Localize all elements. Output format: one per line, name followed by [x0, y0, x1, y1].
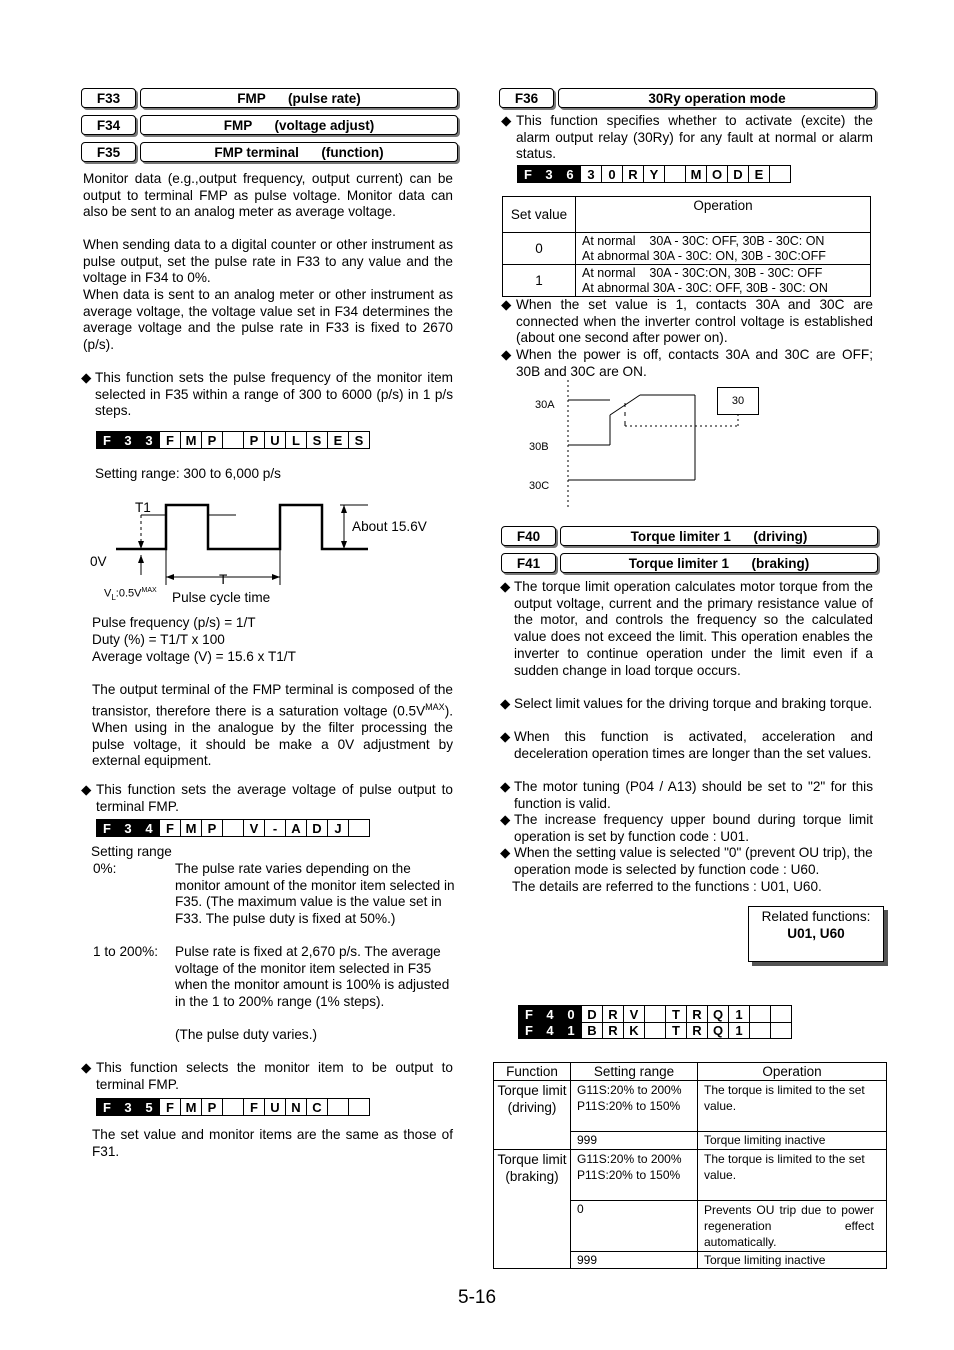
tq-brake-label: Torque limit (braking) — [494, 1150, 571, 1269]
f40-keypad-display — [518, 1005, 792, 1023]
tq-brake-999: 999 — [571, 1252, 698, 1269]
f34-keypad-display — [96, 819, 370, 837]
f35-title-box: FMP terminal (function) — [140, 142, 458, 162]
keypad-cell: 3 — [581, 166, 602, 183]
f41-title-box: Torque limiter 1 (braking) — [560, 553, 878, 573]
keypad-cell: N — [286, 1099, 307, 1116]
keypad-cell: 3 — [139, 432, 160, 449]
tq-brake-range-1: G11S:20% to 200% — [577, 1152, 682, 1166]
keypad-cell: F — [97, 1099, 118, 1116]
keypad-cell: S — [349, 432, 370, 449]
tq-brake-999-op: Torque limiting inactive — [698, 1252, 887, 1269]
related-functions-value: U01, U60 — [787, 926, 845, 941]
keypad-cell: U — [265, 1099, 286, 1116]
torque-bullet1-text: The torque limit operation calculates motor torque from the output voltage, current and the primary resistance value of the motor, and controls the frequency so the calculated value does not exceed the limit. This operation enables the inverter to continue operation under the limit even if a sudden change in load torque occurs. — [514, 579, 873, 678]
keypad-cell: - — [265, 820, 286, 837]
formula-duty: Duty (%) = T1/T x 100 — [92, 632, 225, 647]
keypad-cell: F — [518, 166, 539, 183]
f36-row0-line2: At abnormal 30A - 30C: ON, 30B - 30C:OFF — [582, 248, 826, 263]
keypad-cell: K — [624, 1022, 645, 1039]
f34-bullet-text: This function sets the average voltage of pulse output to terminal FMP. — [96, 782, 453, 814]
keypad-cell — [349, 820, 370, 837]
tq-drive-999: 999 — [571, 1132, 698, 1150]
keypad-cell — [223, 432, 244, 449]
page-number: 5-16 — [458, 1287, 497, 1308]
wave-about-label: About 15.6V — [352, 519, 427, 534]
fmp-note-part-a: The output terminal of the FMP terminal is composed of the transistor, therefore there is a saturation voltage (0.5V — [92, 682, 453, 719]
keypad-cell: P — [202, 1099, 223, 1116]
keypad-cell: F — [244, 1099, 265, 1116]
f35-bullet-symbol: ◆ — [81, 1060, 92, 1075]
keypad-cell: D — [582, 1006, 603, 1023]
keypad-cell: J — [328, 820, 349, 837]
f36-head-set: Set value — [503, 197, 576, 233]
keypad-cell: P — [202, 820, 223, 837]
tq-brake-op: The torque is limited to the set value. — [698, 1150, 887, 1201]
wave-t-label: T — [219, 572, 228, 587]
torque-details: The details are referred to the functions : U01, U60. — [512, 879, 822, 894]
keypad-cell: 0 — [602, 166, 623, 183]
f34-range-title: Setting range — [91, 844, 172, 859]
keypad-cell: L — [286, 432, 307, 449]
torque-bullet4-text: The motor tuning (P04 / A13) should be set to "2" for this function is valid. — [514, 779, 873, 811]
keypad-cell: 3 — [118, 820, 139, 837]
f36-row1-line1: At normal 30A - 30C:ON, 30B - 30C: OFF — [582, 266, 823, 280]
keypad-cell — [665, 166, 686, 183]
f40-code-box: F40 — [501, 526, 556, 546]
tq-drive-range-2: P11S:20% to 150% — [577, 1099, 681, 1113]
wave-vl-label — [104, 584, 157, 604]
keypad-cell: Q — [708, 1006, 729, 1023]
f34-opt1-label: 0%: — [93, 861, 117, 876]
f41-keypad-display — [518, 1022, 792, 1039]
f36-bullet2-symbol: ◆ — [501, 297, 512, 312]
keypad-cell: F — [160, 432, 181, 449]
keypad-cell: F — [519, 1022, 540, 1039]
f34-opt2-label: 1 to 200%: — [93, 944, 158, 959]
fmp-output-note — [92, 682, 453, 770]
keypad-cell — [349, 1099, 370, 1116]
keypad-cell: 1 — [729, 1006, 750, 1023]
keypad-cell — [645, 1022, 666, 1039]
f33-setting-range: Setting range: 300 to 6,000 p/s — [95, 466, 281, 481]
f33-title-box: FMP (pulse rate) — [140, 88, 458, 108]
keypad-cell: O — [707, 166, 728, 183]
tq-brake-0-op: Prevents OU trip due to power regeneration effect automatically. — [698, 1201, 887, 1252]
fmp-note-sup: MAX — [425, 701, 445, 712]
keypad-cell — [750, 1022, 771, 1039]
keypad-cell: 0 — [561, 1006, 582, 1023]
torque-bullet5-text: The increase frequency upper bound during torque limit operation is set by function code : U01. — [514, 812, 873, 844]
keypad-cell: Y — [644, 166, 665, 183]
f33-bullet-symbol: ◆ — [81, 370, 92, 385]
tq-head-range: Setting range — [571, 1063, 698, 1081]
torque-bullet2-text: Select limit values for the driving torque and braking torque. — [514, 696, 873, 711]
keypad-cell: P — [202, 432, 223, 449]
keypad-cell: S — [307, 432, 328, 449]
keypad-cell: E — [749, 166, 770, 183]
keypad-cell: B — [582, 1022, 603, 1039]
tq-drive-range-1: G11S:20% to 200% — [577, 1083, 682, 1097]
wave-vl-mid: :0.5V — [115, 587, 142, 600]
wave-vl-sub: L — [111, 592, 116, 602]
keypad-cell: 4 — [540, 1006, 561, 1023]
f34-title-box: FMP (voltage adjust) — [140, 115, 458, 135]
torque-bullet6-text: When the setting value is selected "0" (prevent OU trip), the operation mode is selected by function code : U60. — [514, 845, 873, 877]
f36-head-op: Operation — [576, 197, 871, 233]
tq-brake-range-2: P11S:20% to 150% — [577, 1168, 681, 1182]
tq-drive-999-op: Torque limiting inactive — [698, 1132, 887, 1150]
keypad-cell: V — [244, 820, 265, 837]
wave-vl-pre: V — [104, 587, 112, 600]
tq-drive-range — [571, 1081, 698, 1132]
torque-bullet6-symbol: ◆ — [500, 845, 511, 860]
keypad-cell: E — [328, 432, 349, 449]
keypad-cell: F — [97, 432, 118, 449]
keypad-cell: R — [687, 1006, 708, 1023]
f40-title-box: Torque limiter 1 (driving) — [560, 526, 878, 546]
f36-row0-value: 0 — [503, 233, 576, 265]
f36-bullet2-text: When the set value is 1, contacts 30A and 30C are connected when the inverter control voltage is established (about one second after power on). — [516, 297, 873, 346]
keypad-cell: 3 — [118, 1099, 139, 1116]
keypad-cell: 4 — [540, 1022, 561, 1039]
keypad-cell: M — [181, 1099, 202, 1116]
keypad-cell — [223, 1099, 244, 1116]
keypad-cell: M — [686, 166, 707, 183]
keypad-cell: 1 — [729, 1022, 750, 1039]
related-functions-label: Related functions: — [761, 909, 871, 924]
f35-keypad-display — [96, 1098, 370, 1116]
keypad-cell — [750, 1006, 771, 1023]
keypad-cell: F — [97, 820, 118, 837]
keypad-cell: R — [687, 1022, 708, 1039]
f34-opt1-text: The pulse rate varies depending on the monitor amount of the monitor item selected in F35. (The maximum value is the value set in F33. The pulse duty is fixed at 50%.) — [175, 861, 455, 927]
keypad-cell — [771, 1022, 792, 1039]
torque-bullet4-symbol: ◆ — [500, 779, 511, 794]
keypad-cell: M — [181, 820, 202, 837]
keypad-cell: F — [519, 1006, 540, 1023]
keypad-cell — [223, 820, 244, 837]
torque-limit-table — [493, 1062, 887, 1269]
keypad-cell: V — [624, 1006, 645, 1023]
wave-t1-label: T1 — [135, 500, 151, 515]
f36-row0-op — [576, 233, 871, 265]
keypad-cell: 4 — [139, 820, 160, 837]
f34-opt2-note: (The pulse duty varies.) — [175, 1027, 318, 1042]
keypad-cell: R — [623, 166, 644, 183]
f36-bullet3-text: When the power is off, contacts 30A and 30C are OFF; 30B and 30C are ON. — [516, 347, 873, 379]
intro-para-3: When data is sent to an analog meter or other instrument as average voltage, the voltage value set in F34 determines the average voltage and the pulse rate in F33 is fixed to 2670 (p/s). — [83, 287, 453, 353]
tq-head-func: Function — [494, 1063, 571, 1081]
f36-keypad-display — [517, 165, 791, 183]
keypad-cell: T — [666, 1006, 687, 1023]
f35-note: The set value and monitor items are the same as those of F31. — [92, 1127, 453, 1159]
wave-zero-label: 0V — [90, 554, 107, 569]
f35-bullet-text: This function selects the monitor item to be output to terminal FMP. — [96, 1060, 453, 1092]
tq-drive-op: The torque is limited to the set value. — [698, 1081, 887, 1132]
f36-bullet3-symbol: ◆ — [501, 347, 512, 362]
formula-pulse-freq: Pulse frequency (p/s) = 1/T — [92, 615, 256, 630]
keypad-cell: C — [307, 1099, 328, 1116]
torque-bullet3-text: When this function is activated, acceleration and deceleration operation times are longer than the set values. — [514, 729, 873, 761]
keypad-cell: F — [160, 820, 181, 837]
keypad-cell: 1 — [561, 1022, 582, 1039]
f41-code-box: F41 — [501, 553, 556, 573]
intro-para-2: When sending data to a digital counter or other instrument as pulse output, set the pulse rate in F33 to any value and the voltage in F34 to 0%. — [83, 237, 453, 286]
keypad-cell: T — [666, 1022, 687, 1039]
f36-operation-table — [502, 196, 871, 297]
keypad-cell: 3 — [539, 166, 560, 183]
torque-bullet5-symbol: ◆ — [500, 812, 511, 827]
f34-bullet-symbol: ◆ — [81, 782, 92, 797]
keypad-cell: 5 — [139, 1099, 160, 1116]
related-functions-box — [748, 906, 884, 962]
keypad-cell: D — [728, 166, 749, 183]
keypad-cell: R — [603, 1022, 624, 1039]
f36-code-box: F36 — [499, 88, 554, 108]
intro-para-1: Monitor data (e.g.,output frequency, output current) can be output to terminal FMP as pulse voltage. Monitor data can also be sent to an analog meter as average voltage. — [83, 171, 453, 220]
f36-title-box: 30Ry operation mode — [558, 88, 876, 108]
torque-bullet1-symbol: ◆ — [500, 579, 511, 594]
wave-pulse-cycle-label: Pulse cycle time — [172, 590, 271, 605]
tq-head-op: Operation — [698, 1063, 887, 1081]
f34-opt2-text: Pulse rate is fixed at 2,670 p/s. The average voltage of the monitor item selected in F35 when the monitor amount is 100% is adjusted in the 1 to 200% range (1% steps). — [175, 944, 450, 1010]
relay-30b-label: 30B — [529, 441, 549, 453]
f36-row1-line2: At abnormal 30A - 30C: OFF, 30B - 30C: ON — [582, 280, 828, 295]
keypad-cell: 6 — [560, 166, 581, 183]
f33-keypad-display — [96, 431, 370, 449]
keypad-cell — [645, 1006, 666, 1023]
keypad-cell: U — [265, 432, 286, 449]
f33-code-box: F33 — [81, 88, 136, 108]
relay-30a-label: 30A — [535, 399, 555, 411]
formula-avg-voltage: Average voltage (V) = 15.6 x T1/T — [92, 649, 296, 664]
keypad-cell: D — [307, 820, 328, 837]
f36-row1-value: 1 — [503, 265, 576, 297]
tq-brake-range — [571, 1150, 698, 1201]
keypad-cell: A — [286, 820, 307, 837]
f36-bullet-text: This function specifies whether to activate (excite) the alarm output relay (30Ry) for any fault at normal or alarm status. — [516, 113, 873, 162]
keypad-cell — [771, 1006, 792, 1023]
keypad-cell — [328, 1099, 349, 1116]
relay-coil-box: 30 — [717, 387, 759, 415]
tq-brake-0: 0 — [571, 1201, 698, 1252]
f35-code-box: F35 — [81, 142, 136, 162]
f34-code-box: F34 — [81, 115, 136, 135]
f36-row1-op — [576, 265, 871, 297]
keypad-cell: R — [603, 1006, 624, 1023]
f36-bullet-symbol: ◆ — [501, 113, 512, 128]
torque-bullet3-symbol: ◆ — [500, 729, 511, 744]
relay-30c-label: 30C — [529, 480, 550, 492]
fmp-note-part-b: ). When using in the analogue by the filter processing the pulse voltage, it should be make a 0V adjustment by external equipment. — [92, 703, 453, 769]
wave-vl-sup: MAX — [141, 587, 157, 594]
keypad-cell: Q — [708, 1022, 729, 1039]
f33-bullet-text: This function sets the pulse frequency of the monitor item selected in F35 within a range of 300 to 6000 (p/s) in 1 p/s steps. — [95, 370, 453, 419]
f36-row0-line1: At normal 30A - 30C: OFF, 30B - 30C: ON — [582, 234, 825, 248]
torque-bullet2-symbol: ◆ — [500, 696, 511, 711]
keypad-cell: 3 — [118, 432, 139, 449]
tq-drive-label: Torque limit (driving) — [494, 1081, 571, 1150]
keypad-cell: P — [244, 432, 265, 449]
keypad-cell: M — [181, 432, 202, 449]
keypad-cell — [770, 166, 791, 183]
keypad-cell: F — [160, 1099, 181, 1116]
